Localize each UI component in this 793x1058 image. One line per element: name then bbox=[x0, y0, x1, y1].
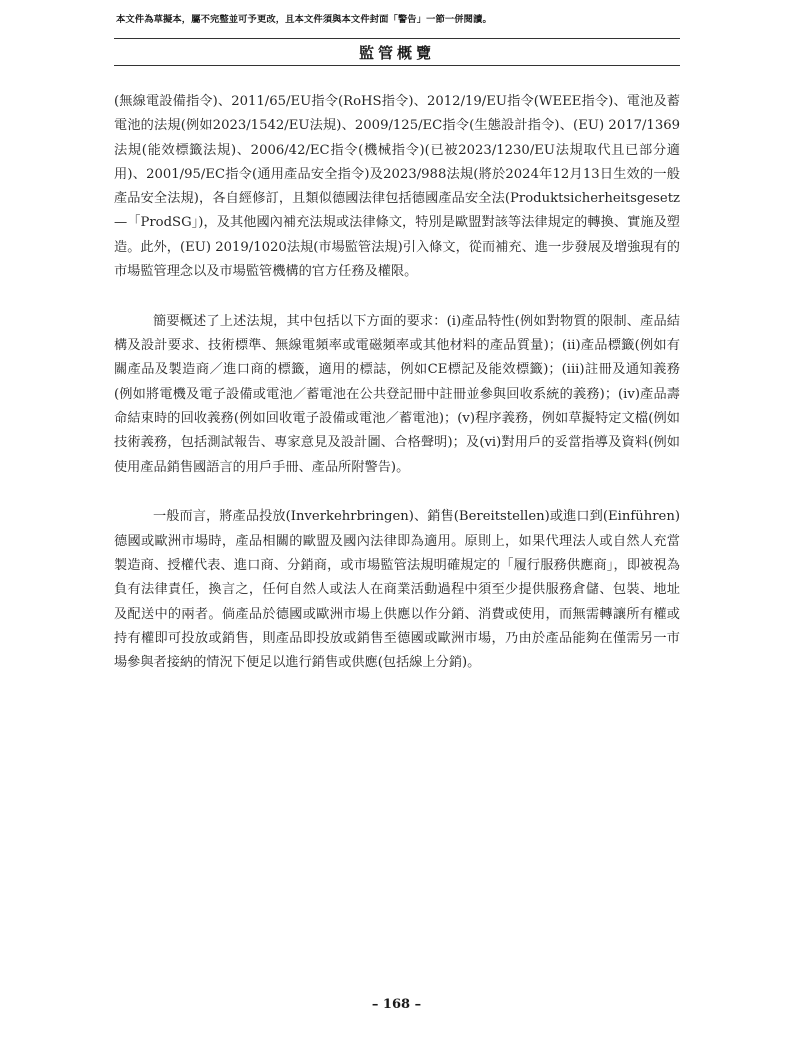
draft-disclaimer: 本文件為草擬本，屬不完整並可予更改，且本文件須與本文件封面「警告」一節一併閱讀。 bbox=[116, 14, 492, 25]
paragraph-requirements-summary: 簡要概述了上述法規，其中包括以下方面的要求：(i)產品特性(例如對物質的限制、產品結構及設計要求、技術標準、無線電頻率或電磁頻率或其他材料的產品質量)；(ii)產品標籤(例如有關產品及製造商／進口商的標籤，適用的標誌，例如CE標記及能效標籤)；(iii)註冊及通知義務(例如將電機及電子設備或電池／蓄電池在公共登記冊中註冊並參與回收系統的義務)；(iv)產品壽命結束時的回收義務(例如回收電子設備或電池／蓄電池)；(v)程序義務，例如草擬特定文檔(例如技術義務，包括測試報告、專家意見及設計圖、合格聲明)；及(vi)對用戶的妥當指導及資料(例如使用產品銷售國語言的用戶手冊、產品所附警告)。 bbox=[114, 313, 680, 475]
header-top-rule bbox=[114, 38, 680, 39]
page-number: – 168 – bbox=[371, 997, 422, 1012]
document-body bbox=[114, 90, 680, 701]
header-bottom-rule bbox=[114, 65, 680, 66]
paragraph-regulations-list: (無線電設備指令)、2011/65/EU指令(RoHS指令)、2012/19/EU指令(WEEE指令)、電池及蓄電池的法規(例如2023/1542/EU法規)、2009/125/EC指令(生態設計指令)、(EU) 2017/1369法規(能效標籤法規)、2006/42/EC指令(機械指令)(已被2023/1230/EU法規取代且已部分適用)、2001/95/EC指令(通用產品安全指令)及2023/988法規(將於2024年12月13日生效的一般產品安全法規)，各自經修訂，且類似德國法律包括德國產品安全法(Produktsicherheitsgesetz —「ProdSG」)，及其他國內補充法規或法律條文，特別是歐盟對該等法律規定的轉換、實施及塑造。此外，(EU) 2019/1020法規(市場監管法規)引入條文，從而補充、進一步發展及增強現有的市場監管理念以及市場監管機構的官方任務及權限。 bbox=[114, 94, 680, 280]
paragraph-market-placement: 一般而言，將產品投放(Inverkehrbringen)、銷售(Bereitstellen)或進口到(Einführen)德國或歐洲市場時，產品相關的歐盟及國內法律即為適用。原則上，如果代理法人或自然人充當製造商、授權代表、進口商、分銷商，或市場監管法規明確規定的「履行服務供應商」，即被視為負有法律責任，換言之，任何自然人或法人在商業活動過程中須至少提供服務倉儲、包裝、地址及配送中的兩者。倘產品於德國或歐洲市場上供應以作分銷、消費或使用，而無需轉讓所有權或持有權即可投放或銷售，則產品即投放或銷售至德國或歐洲市場，乃由於產品能夠在僅需另一市場參與者接納的情況下便足以進行銷售或供應(包括線上分銷)。 bbox=[114, 509, 680, 671]
section-title: 監管概覽 bbox=[358, 44, 435, 62]
